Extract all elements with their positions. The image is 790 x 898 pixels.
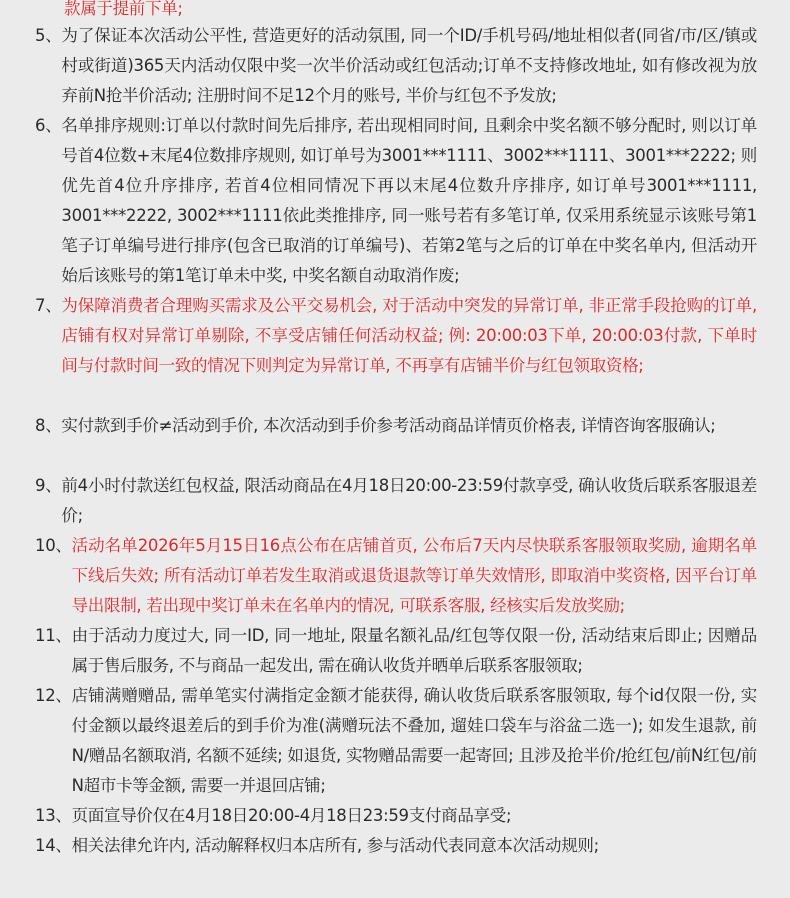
rule-number: 11、 — [35, 626, 72, 645]
rule-number: 10、 — [35, 536, 72, 555]
rule-text: 页面宣导价仅在4月18日20:00-4月18日23:59支付商品享受; — [71, 806, 512, 825]
rule-number: 8、 — [35, 416, 62, 435]
rule-item-12 — [35, 681, 757, 801]
rule-text: 为了保证本次活动公平性, 营造更好的活动氛围, 同一个ID/手机号码/地址相似者(同省/市/区/镇或村或街道)365天内活动仅限中奖一次半价活动或红包活动;订单不支持修改地址, 如有修改视为放弃前N抢半价活动; 注册时间不足12个月的账号, 半价与红包不予发放; — [61, 26, 757, 105]
rule-number: 7、 — [35, 296, 62, 315]
rule-item-10 — [35, 531, 757, 621]
rule-item-13 — [35, 801, 757, 831]
rule-number: 12、 — [35, 686, 72, 705]
rule-number: 9、 — [35, 476, 62, 495]
rule-text: 相关法律允许内, 活动解释权归本店所有, 参与活动代表同意本次活动规则; — [71, 836, 599, 855]
rule-item-7 — [35, 291, 757, 381]
rule-item-5 — [35, 21, 757, 111]
rule-item-11 — [35, 621, 757, 681]
rule-text: 前4小时付款送红包权益, 限活动商品在4月18日20:00-23:59付款享受, 确认收货后联系客服退差价; — [61, 476, 757, 525]
rule-text: 名单排序规则:订单以付款时间先后排序, 若出现相同时间, 且剩余中奖名额不够分配时, 则以订单号首4位数+末尾4位数排序规则, 如订单号为3001***1111、3002***1111、3001***2222; 则优先首4位升序排序, 若首4位相同情况下再以末尾4位数升序排序, 如订单号3001***1111, 3001***2222, 3002***1111依此类推排序, 同一账号若有多笔订单, 仅采用系统显示该账号第1笔子订单编号进行排序(包含已取消的订单编号)、若第2笔与之后的订单在中奖名单内, 但活动开始后该账号的第1笔订单未中奖, 中奖名额自动取消作废; — [61, 116, 758, 285]
rule-text-highlighted: 为保障消费者合理购买需求及公平交易机会, 对于活动中突发的异常订单, 非正常手段抢购的订单, 店铺有权对异常订单剔除, 不享受店铺任何活动权益; 例: 20:00:03下单, 20:00:03付款, 下单时间与付款时间一致的情况下则判定为异常订单, 不再享有店铺半价与红包领取资格; — [61, 296, 757, 375]
rule-item-8 — [35, 411, 757, 441]
rule-item-6 — [35, 111, 757, 291]
rule-number: 6、 — [35, 116, 62, 135]
rule-text-highlighted: 活动名单2026年5月15日16点公布在店铺首页, 公布后7天内尽快联系客服领取奖励, 逾期名单下线后失效; 所有活动订单若发生取消或退货退款等订单失效情形, 即取消中奖资格, 因平台订单导出限制, 若出现中奖订单未在名单内的情况, 可联系客服, 经核实后发放奖励; — [71, 536, 757, 615]
rule-item-9 — [35, 471, 757, 531]
rule-text: 实付款到手价≠活动到手价, 本次活动到手价参考活动商品详情页价格表, 详情咨询客服确认; — [61, 416, 716, 435]
rule-item-14 — [35, 831, 757, 861]
rule-text: 由于活动力度过大, 同一ID, 同一地址, 限量名额礼品/红包等仅限一份, 活动结束后即止; 因赠品属于售后服务, 不与商品一起发出, 需在确认收货并晒单后联系客服领取; — [71, 626, 757, 675]
rule-number: 5、 — [35, 26, 62, 45]
rule-number: 13、 — [35, 806, 72, 825]
rule-text: 店铺满赠赠品, 需单笔实付满指定金额才能获得, 确认收货后联系客服领取, 每个id仅限一份, 实付金额以最终退差后的到手价为准(满赠玩法不叠加, 遛娃口袋车与浴盆二选一); 如发生退款, 前N/赠品名额取消, 名额不延续; 如退货, 实物赠品需要一起寄回; 且涉及抢半价/抢红包/前N红包/前N超市卡等金额, 需要一并退回店铺; — [71, 686, 757, 795]
rule-4-continuation: 款属于提前下单; — [64, 0, 183, 18]
rule-number: 14、 — [35, 836, 72, 855]
